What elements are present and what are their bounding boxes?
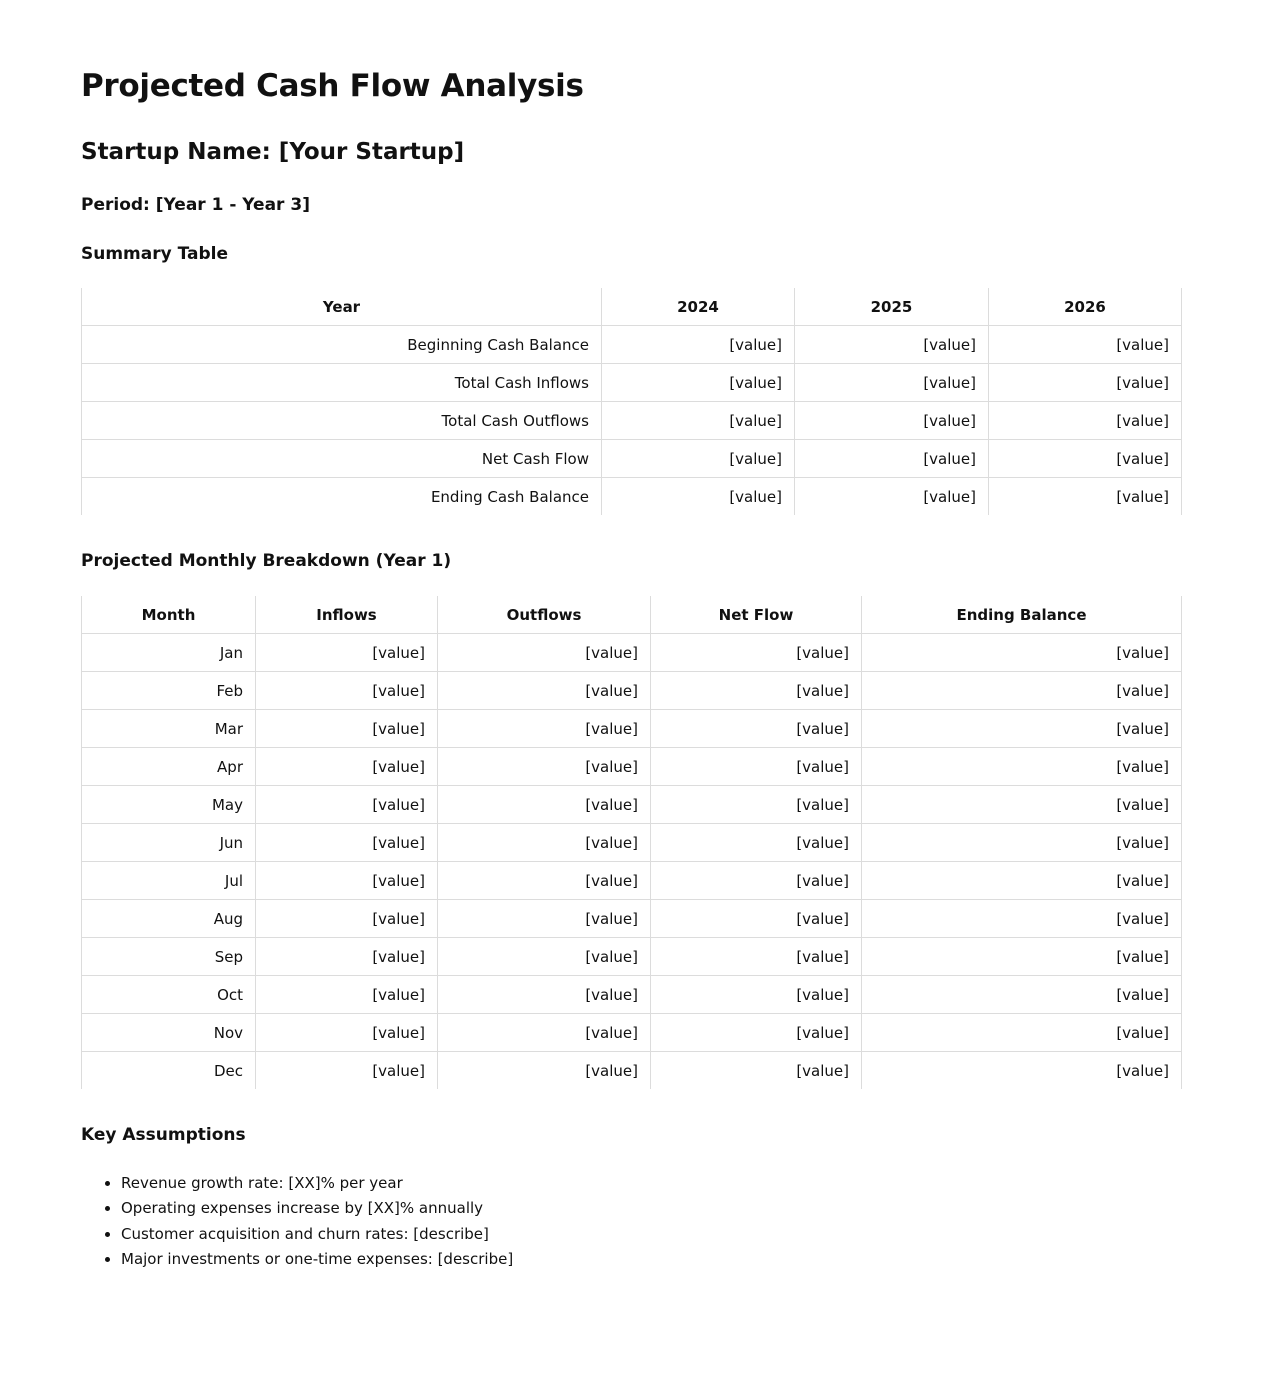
cell-value: [value] xyxy=(256,748,438,786)
cell-value: [value] xyxy=(602,478,795,516)
summary-row xyxy=(82,364,1182,402)
header-ending-balance: Ending Balance xyxy=(862,596,1182,634)
cell-value: [value] xyxy=(862,748,1182,786)
month-label: Jul xyxy=(82,862,256,900)
cell-value: [value] xyxy=(651,786,862,824)
cell-value: [value] xyxy=(651,938,862,976)
cell-value: [value] xyxy=(862,1052,1182,1090)
cell-value: [value] xyxy=(602,402,795,440)
cell-value: [value] xyxy=(256,786,438,824)
summary-row xyxy=(82,440,1182,478)
summary-table-heading: Summary Table xyxy=(81,244,229,264)
monthly-row xyxy=(82,672,1182,710)
header-inflows: Inflows xyxy=(256,596,438,634)
summary-row xyxy=(82,326,1182,364)
cell-value: [value] xyxy=(651,1014,862,1052)
monthly-row xyxy=(82,710,1182,748)
month-label: Jun xyxy=(82,824,256,862)
cell-value: [value] xyxy=(256,710,438,748)
cell-value: [value] xyxy=(602,440,795,478)
header-2024: 2024 xyxy=(602,288,795,326)
summary-table xyxy=(81,288,1182,515)
header-month: Month xyxy=(82,596,256,634)
monthly-row xyxy=(82,748,1182,786)
assumption-item: • Customer acquisition and churn rates: [describe] xyxy=(121,1222,513,1247)
cell-value: [value] xyxy=(651,862,862,900)
cell-value: [value] xyxy=(438,900,651,938)
cell-value: [value] xyxy=(256,672,438,710)
cell-value: [value] xyxy=(438,634,651,672)
monthly-breakdown-table xyxy=(81,596,1182,1089)
page-title: Projected Cash Flow Analysis xyxy=(81,68,584,104)
cell-value: [value] xyxy=(256,1014,438,1052)
summary-header-row xyxy=(82,288,1182,326)
month-label: Apr xyxy=(82,748,256,786)
header-2026: 2026 xyxy=(989,288,1182,326)
monthly-row xyxy=(82,1014,1182,1052)
month-label: Mar xyxy=(82,710,256,748)
monthly-row xyxy=(82,824,1182,862)
assumption-item: • Operating expenses increase by [XX]% annually xyxy=(121,1196,513,1221)
cell-value: [value] xyxy=(651,710,862,748)
cell-value: [value] xyxy=(602,364,795,402)
cell-value: [value] xyxy=(651,748,862,786)
cell-value: [value] xyxy=(256,824,438,862)
cell-value: [value] xyxy=(256,862,438,900)
cell-value: [value] xyxy=(862,710,1182,748)
key-assumptions-list xyxy=(81,1171,513,1272)
assumption-item: • Revenue growth rate: [XX]% per year xyxy=(121,1171,513,1196)
cell-value: [value] xyxy=(256,976,438,1014)
row-label: Ending Cash Balance xyxy=(82,478,602,516)
summary-row xyxy=(82,478,1182,516)
monthly-row xyxy=(82,976,1182,1014)
cell-value: [value] xyxy=(795,326,989,364)
header-year: Year xyxy=(82,288,602,326)
month-label: Dec xyxy=(82,1052,256,1090)
cell-value: [value] xyxy=(795,440,989,478)
cell-value: [value] xyxy=(651,824,862,862)
header-net-flow: Net Flow xyxy=(651,596,862,634)
cell-value: [value] xyxy=(438,862,651,900)
cell-value: [value] xyxy=(862,976,1182,1014)
cell-value: [value] xyxy=(256,938,438,976)
cell-value: [value] xyxy=(438,1052,651,1090)
cell-value: [value] xyxy=(862,672,1182,710)
cell-value: [value] xyxy=(438,672,651,710)
month-label: Nov xyxy=(82,1014,256,1052)
cell-value: [value] xyxy=(438,710,651,748)
cell-value: [value] xyxy=(651,1052,862,1090)
cell-value: [value] xyxy=(651,900,862,938)
monthly-row xyxy=(82,900,1182,938)
cell-value: [value] xyxy=(602,326,795,364)
cell-value: [value] xyxy=(256,900,438,938)
cell-value: [value] xyxy=(862,786,1182,824)
row-label: Total Cash Outflows xyxy=(82,402,602,440)
summary-row xyxy=(82,402,1182,440)
monthly-header-row xyxy=(82,596,1182,634)
monthly-row xyxy=(82,786,1182,824)
monthly-row xyxy=(82,1052,1182,1090)
cell-value: [value] xyxy=(438,938,651,976)
cell-value: [value] xyxy=(438,748,651,786)
cell-value: [value] xyxy=(651,634,862,672)
cell-value: [value] xyxy=(438,786,651,824)
cell-value: [value] xyxy=(989,402,1182,440)
cell-value: [value] xyxy=(795,402,989,440)
cell-value: [value] xyxy=(862,900,1182,938)
row-label: Net Cash Flow xyxy=(82,440,602,478)
row-label: Total Cash Inflows xyxy=(82,364,602,402)
cell-value: [value] xyxy=(862,634,1182,672)
cell-value: [value] xyxy=(651,976,862,1014)
cell-value: [value] xyxy=(989,364,1182,402)
month-label: Jan xyxy=(82,634,256,672)
cell-value: [value] xyxy=(862,862,1182,900)
month-label: Oct xyxy=(82,976,256,1014)
monthly-row xyxy=(82,862,1182,900)
monthly-row xyxy=(82,634,1182,672)
month-label: Feb xyxy=(82,672,256,710)
cell-value: [value] xyxy=(989,478,1182,516)
monthly-breakdown-heading: Projected Monthly Breakdown (Year 1) xyxy=(81,551,452,571)
cell-value: [value] xyxy=(256,634,438,672)
period-heading: Period: [Year 1 - Year 3] xyxy=(81,195,310,215)
cell-value: [value] xyxy=(862,824,1182,862)
cell-value: [value] xyxy=(795,364,989,402)
cell-value: [value] xyxy=(989,326,1182,364)
monthly-row xyxy=(82,938,1182,976)
startup-name-heading: Startup Name: [Your Startup] xyxy=(81,139,465,165)
month-label: May xyxy=(82,786,256,824)
row-label: Beginning Cash Balance xyxy=(82,326,602,364)
cell-value: [value] xyxy=(795,478,989,516)
header-2025: 2025 xyxy=(795,288,989,326)
cell-value: [value] xyxy=(862,938,1182,976)
cell-value: [value] xyxy=(438,1014,651,1052)
cell-value: [value] xyxy=(989,440,1182,478)
month-label: Sep xyxy=(82,938,256,976)
cell-value: [value] xyxy=(651,672,862,710)
assumption-item: • Major investments or one-time expenses: [describe] xyxy=(121,1247,513,1272)
cell-value: [value] xyxy=(862,1014,1182,1052)
cell-value: [value] xyxy=(438,824,651,862)
cell-value: [value] xyxy=(256,1052,438,1090)
month-label: Aug xyxy=(82,900,256,938)
cell-value: [value] xyxy=(438,976,651,1014)
key-assumptions-heading: Key Assumptions xyxy=(81,1125,246,1145)
header-outflows: Outflows xyxy=(438,596,651,634)
